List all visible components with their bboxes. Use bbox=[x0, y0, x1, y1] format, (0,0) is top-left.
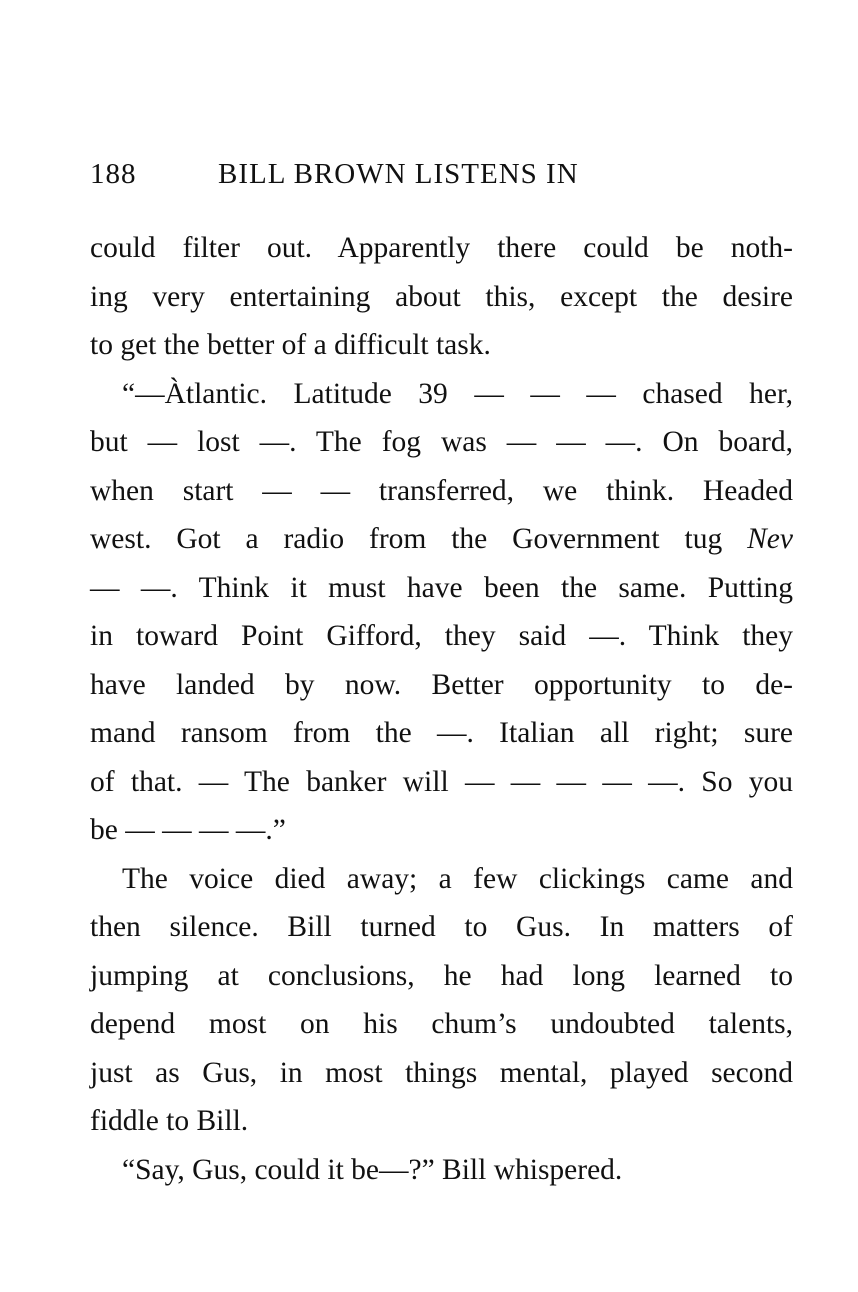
text-line: of that. — The banker will — — — — —. So you bbox=[90, 765, 793, 798]
paragraph-4 bbox=[90, 1146, 793, 1195]
text-line: jumping at conclusions, he had long learned to bbox=[90, 959, 793, 992]
text-line bbox=[90, 515, 793, 564]
paragraph-1 bbox=[90, 224, 793, 370]
running-title: BILL BROWN LISTENS IN bbox=[218, 158, 579, 190]
text-line: could filter out. Apparently there could be noth- bbox=[90, 232, 793, 264]
ship-name-italic: Nev bbox=[747, 523, 793, 555]
text-line: in toward Point Gifford, they said —. Think they bbox=[90, 620, 793, 652]
paragraph-3 bbox=[90, 855, 793, 1146]
text-line: but — lost —. The fog was — — —. On board, bbox=[90, 426, 793, 458]
text-line: — —. Think it must have been the same. Putting bbox=[90, 571, 793, 604]
book-page bbox=[90, 150, 793, 1194]
running-head bbox=[90, 150, 793, 198]
text-line: ing very entertaining about this, except the desire bbox=[90, 280, 793, 313]
text-line: The voice died away; a few clickings came and bbox=[122, 862, 793, 895]
text-line: mand ransom from the —. Italian all right; sure bbox=[90, 717, 793, 749]
text-line: then silence. Bill turned to Gus. In matters of bbox=[90, 911, 793, 943]
text-line: when start — — transferred, we think. Headed bbox=[90, 474, 793, 507]
text-line: depend most on his chum’s undoubted talents, bbox=[90, 1008, 793, 1040]
text-line: have landed by now. Better opportunity to de- bbox=[90, 668, 793, 701]
text-line: “Say, Gus, could it be—?” Bill whispered. bbox=[122, 1153, 623, 1186]
text-line: fiddle to Bill. bbox=[90, 1105, 249, 1137]
body-text bbox=[90, 224, 793, 1194]
page-number: 188 bbox=[90, 158, 137, 190]
paragraph-2 bbox=[90, 370, 793, 855]
text-line: just as Gus, in most things mental, played second bbox=[90, 1056, 793, 1089]
text-line: to get the better of a difficult task. bbox=[90, 329, 491, 361]
text-segment: west. Got a radio from the Government tug bbox=[90, 523, 748, 555]
text-line: “—Àtlantic. Latitude 39 — — — chased her, bbox=[122, 377, 793, 410]
text-line: be — — — —.” bbox=[90, 814, 286, 846]
